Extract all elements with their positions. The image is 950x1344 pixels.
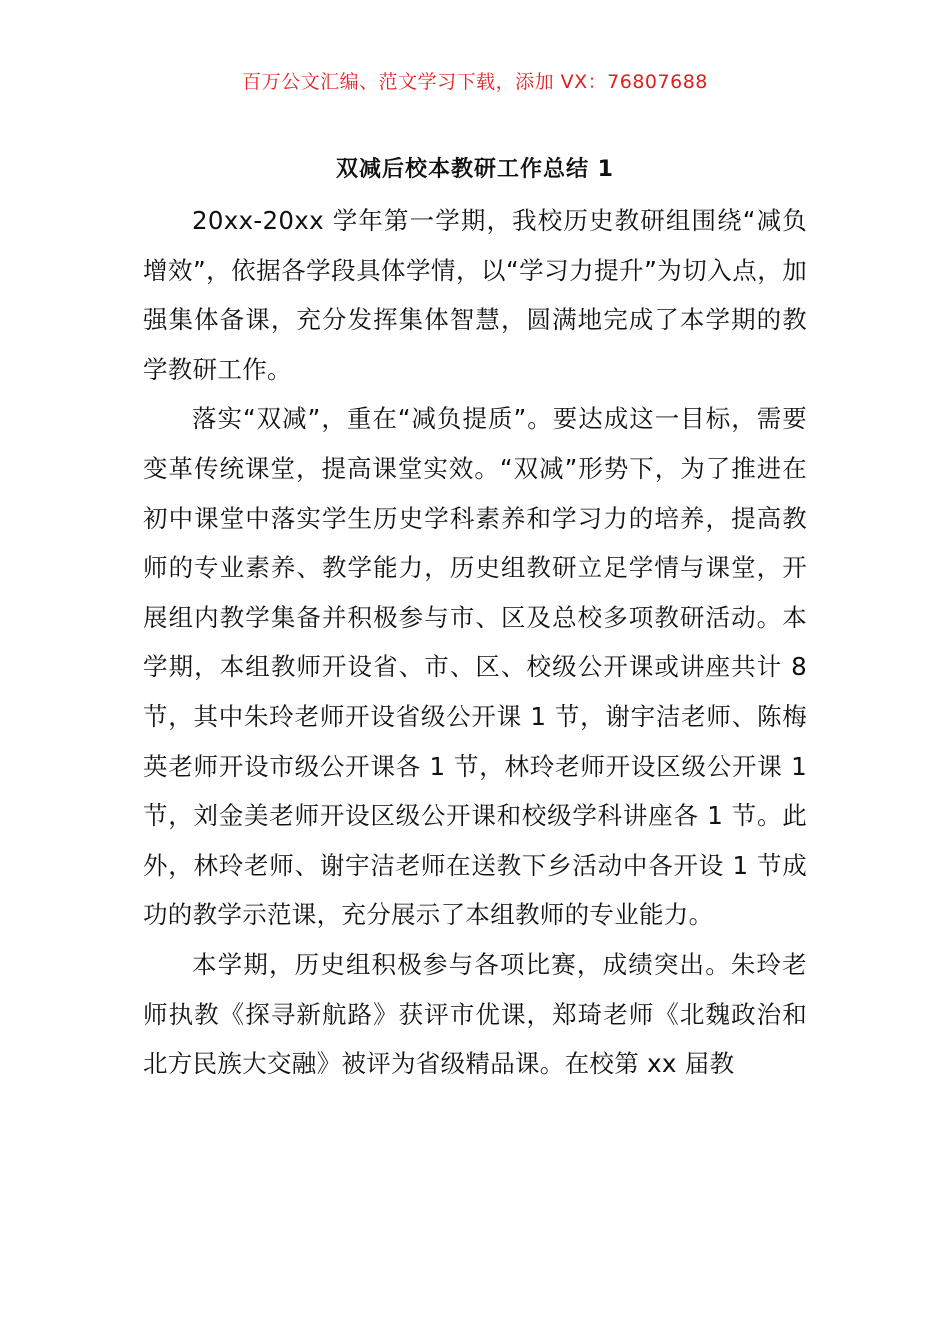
document-title: 双减后校本教研工作总结 1 [336,157,614,182]
document-body [143,196,807,1089]
paragraph-intro: 20xx-20xx 学年第一学期，我校历史教研组围绕“减负增效”，依据各学段具体学情，以“学习力提升”为切入点，加强集体备课，充分发挥集体智慧，圆满地完成了本学期的教学教研工作。 [143,206,807,384]
paragraph-competitions: 本学期，历史组积极参与各项比赛，成绩突出。朱玲老师执教《探寻新航路》获评市优课，郑琦老师《北魏政治和北方民族大交融》被评为省级精品课。在校第 xx 届教 [143,949,807,1079]
paragraph-double-reduction: 落实“双减”，重在“减负提质”。要达成这一目标，需要变革传统课堂，提高课堂实效。“双减”形势下，为了推进在初中课堂中落实学生历史学科素养和学习力的培养，提高教师的专业素养、教学能力，历史组教研立足学情与课堂，开展组内教学集备并积极参与市、区及总校多项教研活动。本学期，本组教师开设省、市、区、校级公开课或讲座共计 8 节，其中朱玲老师开设省级公开课 1 节，谢宇洁老师、陈梅英老师开设市级公开课各 1 节，林玲老师开设区级公开课 1 节，刘金美老师开设区级公开课和校级学科讲座各 1 节。此外，林玲老师、谢宇洁老师在送教下乡活动中各开设 1 节成功的教学示范课，充分展示了本组教师的专业能力。 [143,404,807,930]
header-watermark-note: 百万公文汇编、范文学习下载，添加 VX：76807688 [242,71,708,93]
